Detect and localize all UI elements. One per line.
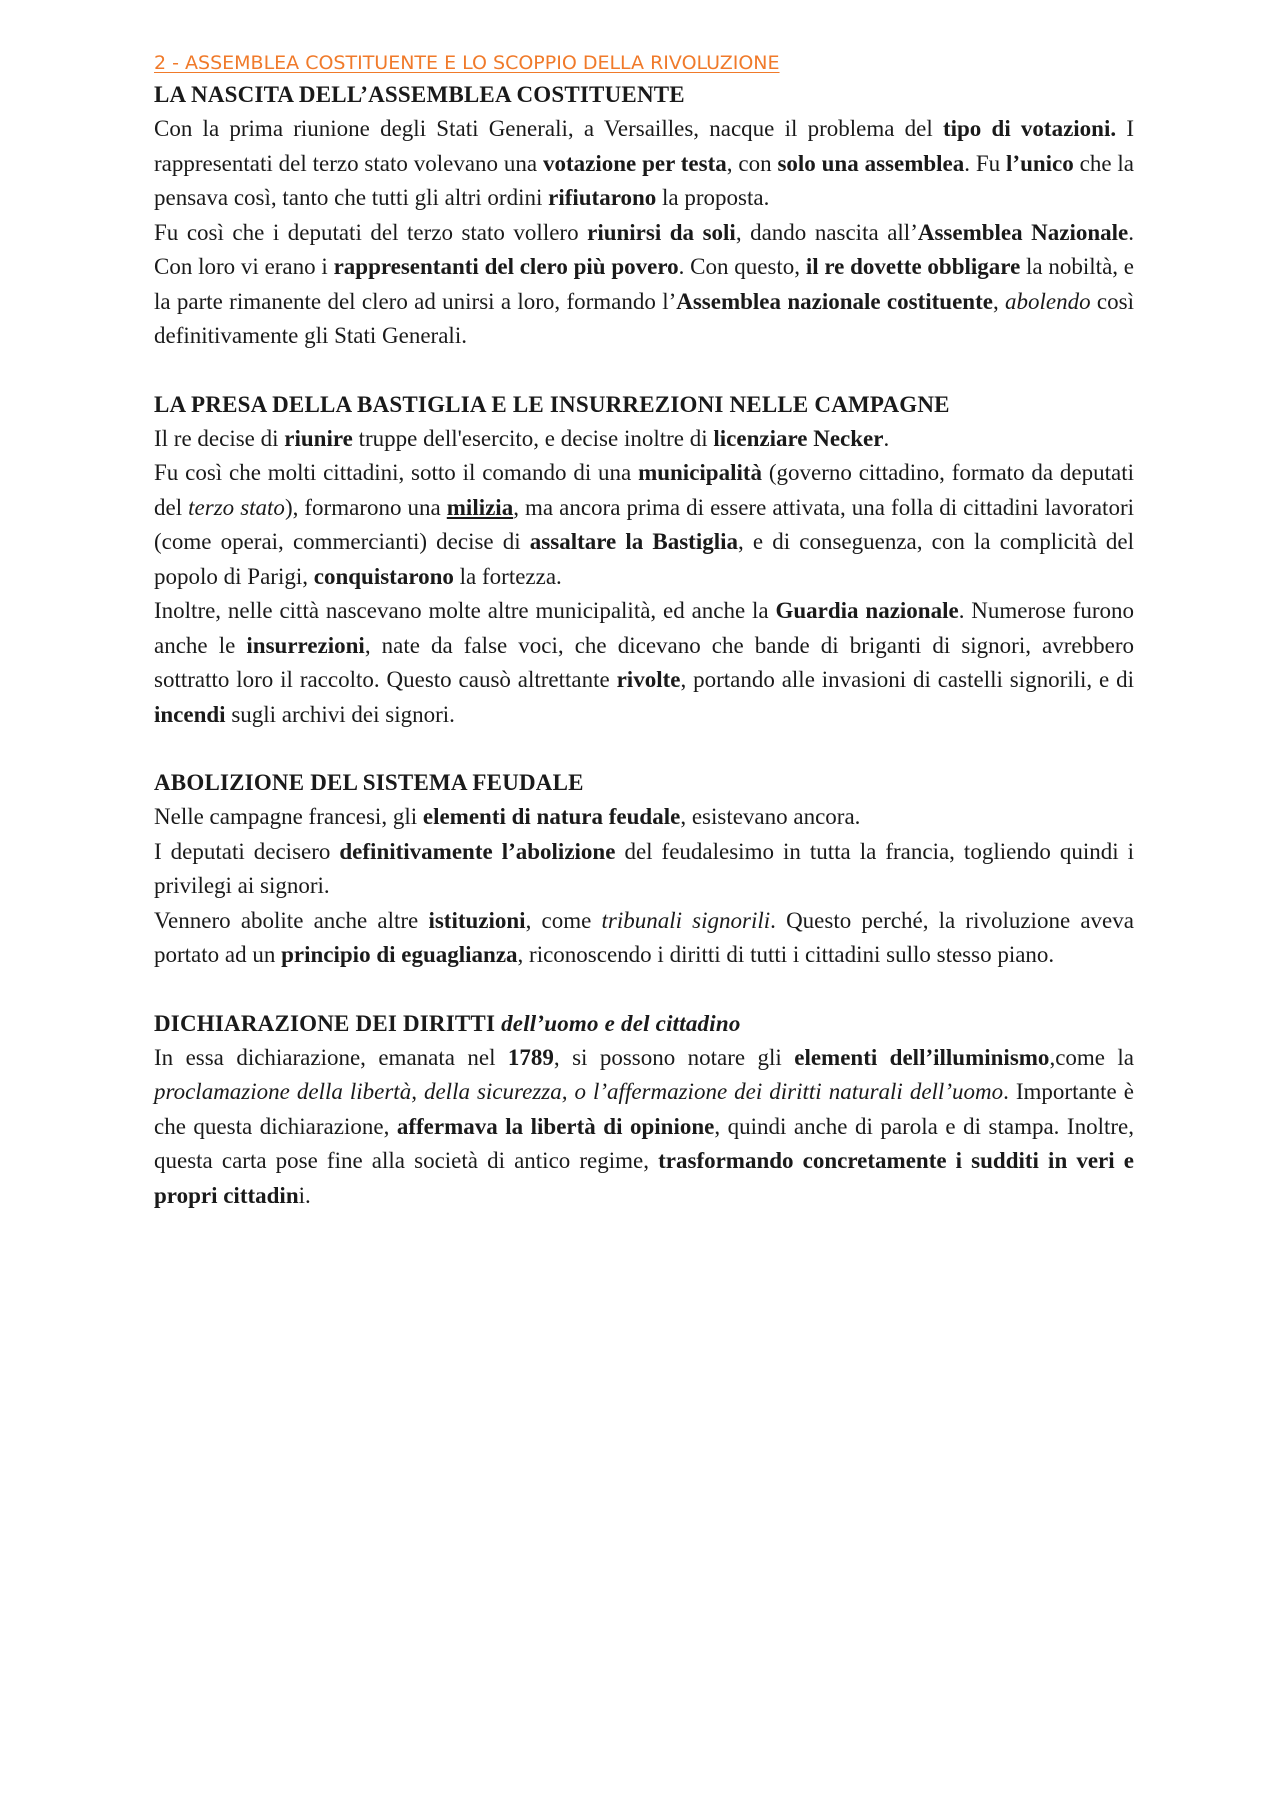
paragraph: In essa dichiarazione, emanata nel 1789, si possono notare gli elementi dell’illuminismo,come la proclamazione della libertà, della sicurezza, o l’affermazione dei diritti naturali dell’uomo. Importante è che questa dichiarazione, affermava la libertà di opinione, quindi anche di parola e di stampa. Inoltre, questa carta pose fine alla società di antico regime, trasformando concretamente i sudditi in veri e propri cittadini. <box>154 1044 1135 1208</box>
document-page <box>154 48 1134 1213</box>
paragraph: Inoltre, nelle città nascevano molte altre municipalità, ed anche la Guardia nazionale. Numerose furono anche le insurrezioni, nate da false voci, che dicevano che bande di briganti di signori, avrebbero sottratto loro il raccolto. Questo causò altrettante rivolte, portando alle invasioni di castelli signorili, e di incendi sugli archivi dei signori. <box>154 598 1135 727</box>
section-title-abolizione: ABOLIZIONE DEL SISTEMA FEUDALE <box>154 770 584 795</box>
section-title-assemblea: LA NASCITA DELL’ASSEMBLEA COSTITUENTE <box>154 82 685 107</box>
section-title-dichiarazione: DICHIARAZIONE DEI DIRITTI dell’uomo e del cittadino <box>154 1010 741 1036</box>
paragraph: Il re decise di riunire truppe dell'esercito, e decise inoltre di licenziare Necker. <box>154 425 890 451</box>
paragraph: Vennero abolite anche altre istituzioni, come tribunali signorili. Questo perché, la rivoluzione aveva portato ad un principio di eguaglianza, riconoscendo i diritti di tutti i cittadini sullo stesso piano. <box>154 907 1134 967</box>
paragraph: Nelle campagne francesi, gli elementi di natura feudale, esistevano ancora. <box>154 804 861 829</box>
paragraph: Con la prima riunione degli Stati Generali, a Versailles, nacque il problema del tipo di votazioni. I rappresentati del terzo stato volevano una votazione per testa, con solo una assemblea. Fu l’unico che la pensava così, tanto che tutti gli altri ordini rifiutarono la proposta. <box>154 116 1135 210</box>
paragraph: Fu così che molti cittadini, sotto il comando di una municipalità (governo cittadino, formato da deputati del terzo stato), formarono una milizia, ma ancora prima di essere attivata, una folla di cittadini lavoratori (come operai, commercianti) decise di assaltare la Bastiglia, e di conseguenza, con la complicità del popolo di Parigi, conquistarono la fortezza. <box>154 460 1135 589</box>
paragraph: Fu così che i deputati del terzo stato vollero riunirsi da soli, dando nascita all’Assemblea Nazionale. Con loro vi erano i rappresentanti del clero più povero. Con questo, il re dovette obbligare la nobiltà, e la parte rimanente del clero ad unirsi a loro, formando l’Assemblea nazionale costituente, abolendo così definitivamente gli Stati Generali. <box>154 219 1135 348</box>
paragraph: I deputati decisero definitivamente l’abolizione del feudalesimo in tutta la francia, togliendo quindi i privilegi ai signori. <box>154 838 1134 898</box>
section-title-bastiglia: LA PRESA DELLA BASTIGLIA E LE INSURREZIONI NELLE CAMPAGNE <box>154 391 950 417</box>
chapter-heading-link[interactable]: 2 - ASSEMBLEA COSTITUENTE E LO SCOPPIO DELLA RIVOLUZIONE <box>154 52 780 74</box>
